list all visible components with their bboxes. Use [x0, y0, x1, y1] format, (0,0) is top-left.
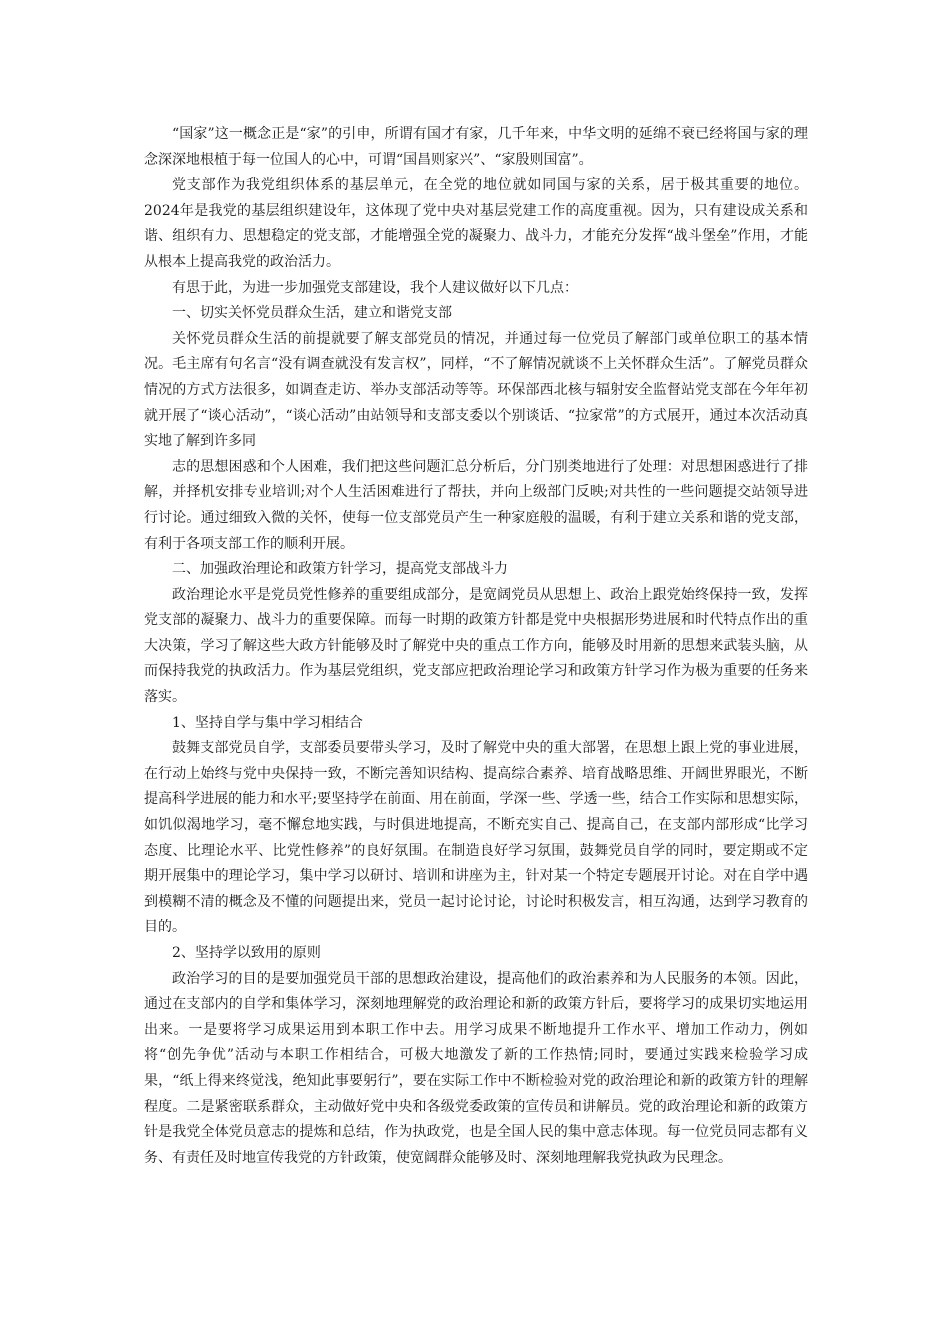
paragraph-intro-1: “国家”这一概念正是“家”的引申，所谓有国才有家，几千年来，中华文明的延绵不衰已经将国与家的理念深深地根植于每一位国人的心中，可谓“国昌则家兴”、“家殷则国富”。 — [144, 126, 808, 168]
paragraph-intro-3: 有思于此，为进一步加强党支部建设，我个人建议做好以下几点： — [172, 279, 578, 296]
section-heading-2: 二、加强政治理论和政策方针学习，提高党支部战斗力 — [172, 561, 508, 578]
paragraph-subsection2: 政治学习的目的是要加强党员干部的思想政治建设，提高他们的政治素养和为人民服务的本领。因此，通过在支部内的自学和集体学习，深刻地理解党的政治理论和新的政策方针后，要将学习的成果切实地运用出来。一是要将学习成果运用到本职工作中去。用学习成果不断地提升工作水平、增加工作动力，例如将“创先争优”活动与本职工作相结合，可极大地激发了新的工作热情;同时，要通过实践来检验学习成果，“纸上得来终觉浅，绝知此事要躬行”，要在实际工作中不断检验对党的政治理论和新的政策方针的理解程度。二是紧密联系群众，主动做好党中央和各级党委政策的宣传员和讲解员。党的政治理论和新的政策方针是我党全体党员意志的提炼和总结，作为执政党，也是全国人民的集中意志体现。每一位党员同志都有义务、有责任及时地宣传我党的方针政策，使宽阔群众能够及时、深刻地理解我党执政为民理念。 — [144, 970, 808, 1166]
paragraph-section2-a: 政治理论水平是党员党性修养的重要组成部分，是宽阔党员从思想上、政治上跟党始终保持一致，发挥党支部的凝聚力、战斗力的重要保障。而每一时期的政策方针都是党中央根据形势进展和时代特点作出的重大决策，学习了解这些大政方针能够及时了解党中央的重点工作方向，能够及时用新的思想来武装头脑，从而保持我党的执政活力。作为基层党组织，党支部应把政治理论学习和政策方针学习作为极为重要的任务来落实。 — [144, 586, 808, 706]
subsection-heading-2: 2、坚持学以致用的原则 — [172, 945, 321, 961]
paragraph-section1-a: 关怀党员群众生活的前提就要了解支部党员的情况，并通过每一位党员了解部门或单位职工的基本情况。毛主席有句名言“没有调查就没有发言权”，同样，“不了解情况就谈不上关怀群众生活”。了解党员群众情况的方式方法很多，如调查走访、举办支部活动等等。环保部西北核与辐射安全监督站党支部在今年年初就开展了“谈心活动”，“谈心活动”由站领导和支部支委以个别谈话、“拉家常”的方式展开，通过本次活动真实地了解到许多同 — [144, 330, 808, 450]
subsection-heading-1: 1、坚持自学与集中学习相结合 — [172, 714, 363, 731]
section-heading-1: 一、切实关怀党员群众生活，建立和谐党支部 — [172, 305, 452, 322]
paragraph-intro-2: 党支部作为我党组织体系的基层单元，在全党的地位就如同国与家的关系，居于极其重要的地位。2024年是我党的基层组织建设年，这体现了党中央对基层党建工作的高度重视。因为，只有建设成关系和谐、组织有力、思想稳定的党支部，才能增强全党的凝聚力、战斗力，才能充分发挥“战斗堡垒”作用，才能从根本上提高我党的政治活力。 — [144, 177, 808, 270]
paragraph-section1-b: 志的思想困惑和个人困难，我们把这些问题汇总分析后，分门别类地进行了处理：对思想困惑进行了排解，并择机安排专业培训;对个人生活困难进行了帮扶，并向上级部门反映;对共性的一些问题提交站领导进行讨论。通过细致入微的关怀，使每一位支部党员产生一种家庭般的温暖，有利于建立关系和谐的党支部，有利于各项支部工作的顺利开展。 — [144, 458, 808, 552]
paragraph-subsection1: 鼓舞支部党员自学，支部委员要带头学习，及时了解党中央的重大部署，在思想上跟上党的事业进展，在行动上始终与党中央保持一致，不断完善知识结构、提高综合素养、培育战略思维、开阔世界眼光，不断提高科学进展的能力和水平;要坚持学在前面、用在前面，学深一些、学透一些，结合工作实际和思想实际，如饥似渴地学习，毫不懈怠地实践，与时俱进地提高，不断充实自己、提高自己，在支部内部形成“比学习态度、比理论水平、比党性修养”的良好氛围。在制造良好学习氛围，鼓舞党员自学的同时，要定期或不定期开展集中的理论学习，集中学习以研讨、培训和讲座为主，针对某一个特定专题展开讨论。对在自学中遇到模糊不清的概念及不懂的问题提出来，党员一起讨论讨论，讨论时积极发言，相互沟通，达到学习教育的目的。 — [144, 740, 808, 936]
document-page — [144, 122, 808, 1171]
